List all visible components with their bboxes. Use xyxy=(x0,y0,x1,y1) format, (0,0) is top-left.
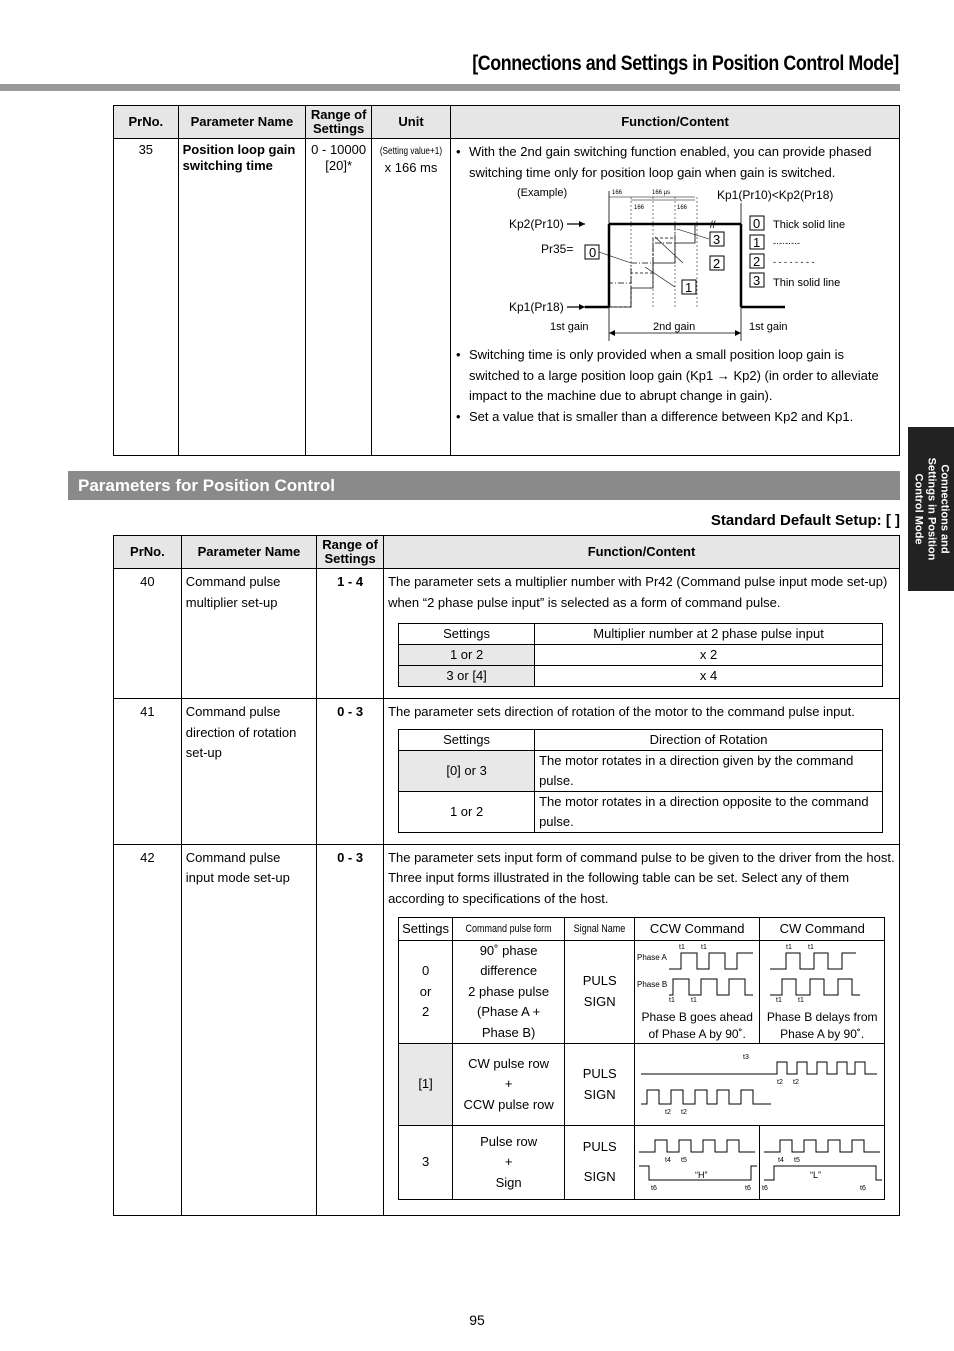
time-label: 166 xyxy=(676,205,687,211)
svg-text:t2: t2 xyxy=(680,1109,687,1117)
svg-text:t1: t1 xyxy=(669,996,676,1003)
chapter-side-tab: Connections and Settings in Position Control Mode xyxy=(908,427,954,591)
svg-text:t6: t6 xyxy=(745,1185,752,1192)
unit-cell xyxy=(372,139,451,456)
time-label: 166 xyxy=(611,190,622,196)
table-row xyxy=(114,569,900,699)
svg-text:t6: t6 xyxy=(651,1185,658,1192)
svg-text:t3: t3 xyxy=(742,1054,749,1062)
range-cell xyxy=(306,139,372,456)
svg-text:t2: t2 xyxy=(776,1079,783,1087)
col-function: Function/Content xyxy=(384,536,900,569)
svg-text:t1: t1 xyxy=(691,996,698,1003)
cw-ccw-pulse-waveform xyxy=(637,1046,883,1116)
prno-cell: 35 xyxy=(114,139,179,456)
svg-text:t5: t5 xyxy=(681,1157,688,1164)
param-name-cell: Command pulse direction of rotation set-up xyxy=(181,699,316,845)
curve-box: 1 xyxy=(684,280,693,295)
col-unit: Unit xyxy=(372,106,451,139)
ccw-phase-waveform xyxy=(635,941,759,1003)
parameter-table-35 xyxy=(113,105,900,456)
legend-box: 1 xyxy=(752,235,761,250)
col-parameter-name: Parameter Name xyxy=(181,536,316,569)
range-default: [20]* xyxy=(325,158,353,173)
svg-text:Phase B: Phase B xyxy=(637,979,668,989)
svg-text:t1: t1 xyxy=(679,943,686,951)
prno-cell: 41 xyxy=(114,699,182,845)
parameter-table-position xyxy=(113,535,900,1216)
range-cell: 0 - 3 xyxy=(317,699,384,845)
legend-label: Thin solid line xyxy=(772,277,841,289)
svg-text:t2: t2 xyxy=(792,1079,799,1087)
time-label: 166 xyxy=(633,205,644,211)
function-cell xyxy=(384,569,900,699)
description: The parameter sets direction of rotation of the motor to the command pulse input. xyxy=(388,704,855,719)
gain-label: 2nd gain xyxy=(652,321,696,333)
svg-text:t6: t6 xyxy=(762,1185,769,1192)
cw-phase-waveform xyxy=(760,941,884,1003)
bullet-text: • Set a value that is smaller than a difference between Kp2 and Kp1. xyxy=(455,407,895,428)
unit-value: x 166 ms xyxy=(384,160,438,175)
svg-text:t1: t1 xyxy=(808,943,815,951)
svg-text:“H”: “H” xyxy=(695,1170,708,1180)
svg-text:t1: t1 xyxy=(798,996,805,1003)
svg-text:t2: t2 xyxy=(664,1109,671,1117)
legend-box: 3 xyxy=(752,273,761,288)
table-row xyxy=(114,844,900,1215)
range-cell: 0 - 3 xyxy=(317,844,384,1215)
function-cell xyxy=(450,139,899,456)
description: The parameter sets input form of command pulse to be given to the driver from the host. Three input forms illustrated in the following table can be set. Select any of them according to specifications of the host. xyxy=(388,849,895,906)
bullet-text: • Switching time is only provided when a small position loop gain is switched to a large position loop gain (Kp1 → Kp2) (in order to alleviate impact to the machine due to abrupt change in gain). xyxy=(455,345,895,407)
gain-switching-diagram xyxy=(455,183,895,345)
svg-text:t1: t1 xyxy=(776,996,783,1003)
gain-label: 1st gain xyxy=(748,321,788,333)
kp1-label: Kp1(Pr18) xyxy=(508,300,564,314)
svg-text:t6: t6 xyxy=(860,1185,867,1192)
col-range: Range of Settings xyxy=(306,106,372,139)
pr35-label: Pr35= xyxy=(540,242,574,256)
page-header-title: [Connections and Settings in Position Control Mode] xyxy=(472,52,899,75)
header-rule xyxy=(0,84,900,91)
svg-text:“L”: “L” xyxy=(810,1170,822,1180)
prno-cell: 40 xyxy=(114,569,182,699)
curve-box: 2 xyxy=(712,256,721,271)
range-value: 0 - 10000 xyxy=(311,142,367,157)
example-label: (Example) xyxy=(516,187,568,199)
description: The parameter sets a multiplier number with Pr42 (Command pulse input mode set-up) when “2 phase pulse input” is selected as a form of command pulse. xyxy=(388,574,888,610)
legend-label: -·-·-·-·- xyxy=(772,238,800,248)
legend-box: 2 xyxy=(752,254,761,269)
function-cell xyxy=(384,699,900,845)
legend-box: 0 xyxy=(752,216,761,231)
param-name-cell: Position loop gain switching time xyxy=(178,139,306,456)
col-function: Function/Content xyxy=(450,106,899,139)
unit-formula: (Setting value+1) xyxy=(379,146,443,157)
kp2-label: Kp2(Pr10) xyxy=(508,217,564,231)
pulse-form-table: Settings Command pulse form Signal Name CCW Command CW Command 0 or 2 90˚ phase difference 2 phase pulse (Phase A + Phase B) PULS SIGN Phase A Phase B t1 t1 t1 t1 Phase B goes ahead of Phase A by 90˚. t1 t1 t1 t1 Phase B delays from Phase A by 90˚. [1] CW pulse row + CCW pulse row PULS SIGN t3 t2 t2 t2 t2 3 Pulse row + Sign PULS SIGN t4 t5 “H” t6 t6 t4 t5 “L” t6 t6 xyxy=(398,917,885,1200)
param-name-cell: Command pulse multiplier set-up xyxy=(181,569,316,699)
svg-text:t4: t4 xyxy=(665,1157,672,1164)
legend-label: - - - - - - - - xyxy=(772,257,815,267)
condition-label: Kp1(Pr10)<Kp2(Pr18) xyxy=(716,188,834,202)
ccw-sign-waveform xyxy=(635,1126,759,1192)
svg-text:Phase A: Phase A xyxy=(637,952,667,962)
range-cell: 1 - 4 xyxy=(317,569,384,699)
cw-sign-waveform xyxy=(760,1126,884,1192)
svg-text:t1: t1 xyxy=(701,943,708,951)
multiplier-table: Settings Multiplier number at 2 phase pulse input 1 or 2 x 2 3 or [4] x 4 xyxy=(398,623,883,687)
standard-default-setup: Standard Default Setup: [ ] xyxy=(710,512,900,529)
col-prno: PrNo. xyxy=(114,536,182,569)
col-range: Range of Settings xyxy=(317,536,384,569)
param-name-cell: Command pulse input mode set-up xyxy=(181,844,316,1215)
time-label: 166 µs xyxy=(651,190,671,196)
prno-cell: 42 xyxy=(114,844,182,1215)
pr35-box: 0 xyxy=(588,245,597,260)
svg-text:t4: t4 xyxy=(778,1157,785,1164)
col-parameter-name: Parameter Name xyxy=(178,106,306,139)
curve-box: 3 xyxy=(712,232,721,247)
page-number: 95 xyxy=(469,1312,485,1328)
gain-label: 1st gain xyxy=(549,321,589,333)
svg-text://: // xyxy=(709,220,716,231)
section-title: Parameters for Position Control xyxy=(68,471,900,500)
direction-table: Settings Direction of Rotation [0] or 3 The motor rotates in a direction given by the command pulse. 1 or 2 The motor rotates in a direction opposite to the command pulse. xyxy=(398,729,883,833)
svg-text:t1: t1 xyxy=(786,943,793,951)
bullet-text: • With the 2nd gain switching function enabled, you can provide phased switching time only for position loop gain when gain is switched. xyxy=(455,142,895,183)
legend-label: Thick solid line xyxy=(772,219,846,231)
function-cell xyxy=(384,844,900,1215)
table-row xyxy=(114,699,900,845)
svg-text:t5: t5 xyxy=(794,1157,801,1164)
col-prno: PrNo. xyxy=(114,106,179,139)
